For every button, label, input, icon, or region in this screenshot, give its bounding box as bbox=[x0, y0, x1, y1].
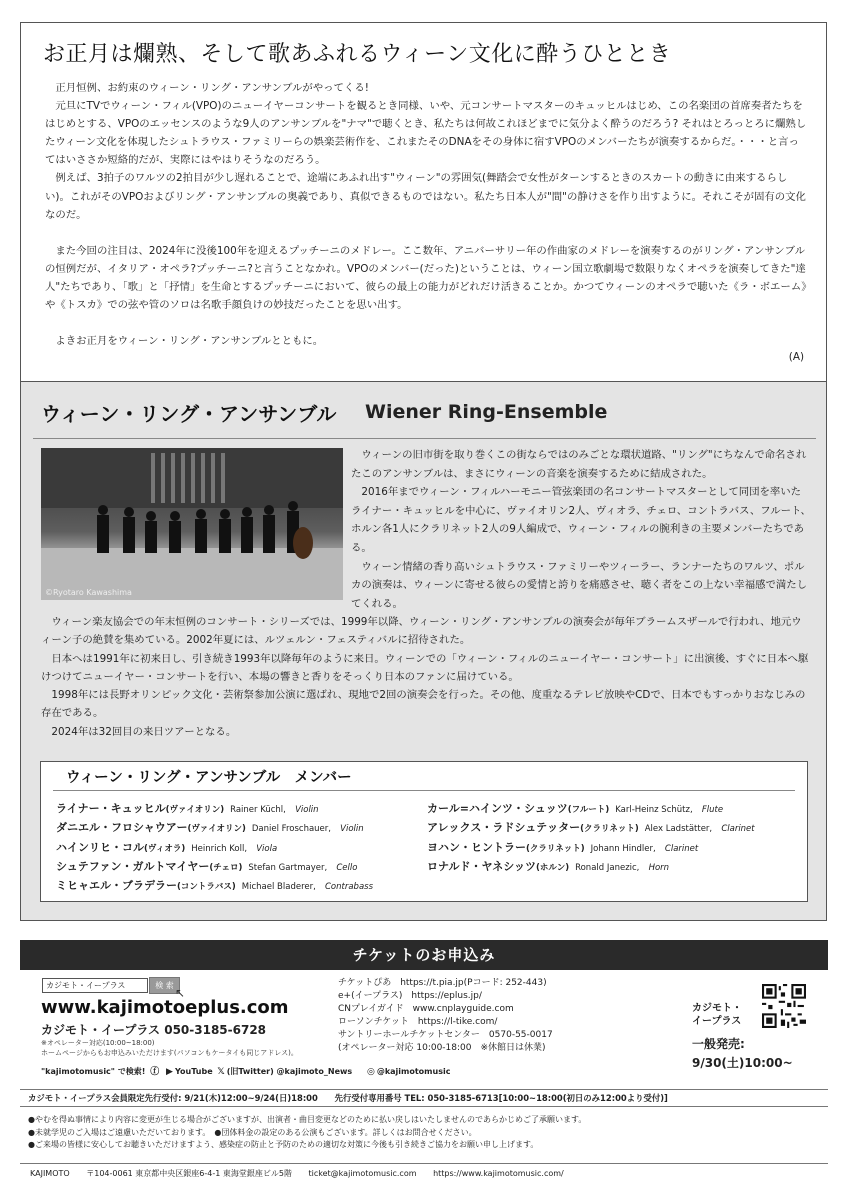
member-row bbox=[56, 858, 416, 877]
member-row bbox=[56, 877, 416, 896]
member-name-jp: シュテファン・ガルトマイヤー bbox=[56, 859, 210, 873]
member-name-en: Rainer Küchl, bbox=[230, 805, 286, 815]
general-sale-label: 一般発売: bbox=[692, 1037, 745, 1051]
cursor-icon: ↖ bbox=[175, 986, 186, 1000]
member-name-jp: カール=ハインツ・シュッツ bbox=[427, 802, 568, 815]
instagram-icon[interactable]: ◎ bbox=[366, 1067, 375, 1077]
intro-paragraph: また今回の注目は、2024年に没後100年を迎えるプッチーニのメドレー。ここ数年、アニバーサリー年の作曲家のメドレーを演奏するのがリング・アンサンブルの恒例だが、イタリア・オペラ?プッチーニ?と言うことなかれ。VPOのメンバー(だった)ということは、ウィーン国立歌劇場で数限りなくオペラを演奏してきた"達人"たちであり、「歌」と「抒情」を生命とするプッチーニにおいて、彼らの最上の能力がどれだけ活きることか。かつてウィーンのオペラで聴いた《ラ・ボエーム》や《トスカ》での弦や管のソロは名歌手顔負けの妙技だったことを思い出す。 bbox=[45, 244, 807, 312]
members-box bbox=[40, 761, 808, 902]
member-name-en: Daniel Froschauer, bbox=[251, 824, 331, 835]
member-role: Flute bbox=[701, 805, 724, 815]
member-instrument: (コントラバス) bbox=[177, 882, 236, 893]
ticket-note bbox=[41, 1038, 298, 1058]
member-name-jp: ダニエル・フロシャウアー bbox=[56, 821, 188, 835]
member-role: Clarinet bbox=[721, 824, 755, 835]
qr-label-line: イープラス bbox=[692, 1016, 742, 1027]
member-name-en: Karl-Heinz Schütz, bbox=[615, 805, 693, 815]
member-name-en: Michael Bladerer, bbox=[241, 882, 316, 893]
outlet-line: チケットぴあ https://t.pia.jp(Pコード: 252-443) bbox=[338, 978, 547, 988]
member-role: Violin bbox=[340, 824, 364, 835]
footer-address: 〒104-0061 東京都中央区銀座6-4-1 東海堂銀座ビル5階 bbox=[86, 1169, 292, 1178]
member-name-en: Heinrich Koll, bbox=[191, 843, 248, 854]
member-instrument: (ヴィオラ) bbox=[144, 843, 186, 854]
member-role: Clarinet bbox=[664, 843, 699, 854]
divider bbox=[53, 790, 795, 791]
youtube-label[interactable]: YouTube bbox=[174, 1067, 213, 1076]
member-name-jp: アレックス・ラドシュテッター bbox=[427, 821, 581, 835]
note-line: ●ご来場の皆様に安心してお聴きいただけますよう、感染症の防止と予防のための適切な対策に今後も引き続きご協力をお願い申し上げます。 bbox=[28, 1140, 539, 1149]
tickets-section bbox=[20, 970, 828, 1084]
member-row bbox=[56, 819, 416, 838]
member-row bbox=[427, 819, 797, 838]
note-line: ●やむを得ぬ事情により内容に変更が生じる場合がございますが、出演者・曲目変更などのために払い戻しはいたしませんのであらかじめご了承願います。 bbox=[28, 1115, 587, 1124]
outlet-line: ローソンチケット https://l-tike.com/ bbox=[338, 1017, 498, 1027]
ticket-website-link[interactable]: www.kajimotoeplus.com bbox=[41, 997, 289, 1018]
intro-signature: (A) bbox=[788, 351, 804, 363]
ensemble-text-right bbox=[351, 446, 811, 613]
member-instrument: (ホルン) bbox=[536, 862, 570, 873]
ticket-outlets bbox=[338, 977, 553, 1055]
divider bbox=[33, 438, 816, 439]
outlet-line: e+(イープラス) https://eplus.jp/ bbox=[338, 991, 482, 1001]
ensemble-paragraph: ウィーン楽友協会での年末恒例のコンサート・シリーズでは、1999年以降、ウィーン・リング・アンサンブルの演奏会が毎年ブラームスザールで行われ、地元ウィーン子の絶賛を集めている。2002年夏には、ルツェルン・フェスティバルに招待された。 bbox=[41, 616, 802, 647]
member-role: Contrabass bbox=[325, 882, 374, 893]
ensemble-paragraph: 2016年までウィーン・フィルハーモニー管弦楽団の名コンサートマスターとして同団を率いたライナー・キュッヒルを中心に、ヴァイオリン2人、ヴィオラ、チェロ、コントラバス、フルート、ホルン各1人にクラリネット2人の9人編成で、ウィーン・フィルの腕利きの主要メンバーたちである。 bbox=[351, 486, 811, 554]
member-name-en: Alex Ladstätter, bbox=[644, 824, 713, 835]
members-list-left bbox=[56, 800, 416, 896]
search-input[interactable]: カジモト・イープラス bbox=[42, 978, 148, 993]
intro-section bbox=[20, 22, 827, 382]
twitter-label[interactable]: (旧Twitter) @kajimoto_News bbox=[226, 1067, 353, 1076]
ensemble-section bbox=[20, 381, 827, 921]
facebook-icon[interactable]: ⓕ bbox=[150, 1067, 160, 1077]
instagram-label[interactable]: @kajimotomusic bbox=[376, 1067, 451, 1076]
ensemble-paragraph: ウィーンの旧市街を取り巻くこの街ならではのみごとな環状道路、"リング"にちなんで命名されたこのアンサンブルは、まさにウィーンの音楽を演奏するために結成された。 bbox=[351, 449, 807, 480]
member-row bbox=[427, 800, 797, 819]
tickets-header: チケットのお申込み bbox=[20, 940, 828, 970]
ensemble-paragraph: ウィーン情緒の香り高いシュトラウス・ファミリーやツィーラー、ランナーたちのワルツ、ポルカの演奏は、ウィーンに寄せる彼らの愛情と誇りを痛感させ、聴く者をこの上ない幸福感で満たしてくれる。 bbox=[351, 560, 808, 610]
qr-label bbox=[692, 1002, 742, 1028]
footer-email[interactable]: ticket@kajimotomusic.com bbox=[308, 1169, 417, 1178]
members-title: ウィーン・リング・アンサンブル メンバー bbox=[66, 770, 352, 786]
footer-website[interactable]: https://www.kajimotomusic.com/ bbox=[433, 1169, 564, 1178]
member-instrument: (クラリネット) bbox=[580, 824, 639, 835]
member-name-jp: ロナルド・ヤネシッツ bbox=[427, 859, 537, 873]
qr-code-icon[interactable] bbox=[762, 984, 806, 1028]
member-name-jp: ライナー・キュッヒル bbox=[56, 802, 166, 815]
footer bbox=[20, 1163, 828, 1179]
member-instrument: (クラリネット) bbox=[526, 843, 585, 854]
social-search-text: "kajimotomusic" で検索! bbox=[41, 1067, 146, 1076]
intro-paragraph: 例えば、3拍子のワルツの2拍目が少し遅れることで、途端にあふれ出す"ウィーン"の雰囲気(舞踏会で女性がターンするときのスカートの動きに由来するらしい)。これがそのVPOおよびリング・アンサンブルの奥義であり、真似できるものではない。私たち日本人が"間"の静けさを作り出すように。それこそが固有の文化なのだ。 bbox=[45, 172, 806, 221]
member-instrument: (フルート) bbox=[567, 805, 610, 815]
member-name-jp: ハインリヒ・コル bbox=[56, 840, 144, 854]
intro-paragraph: 元旦にTVでウィーン・フィル(VPO)のニューイヤーコンサートを観るとき同様、いや、元コンサートマスターのキュッヒルはじめ、この名楽団の首席奏者たちをはじめとする、VPOのエッセンスのような9人のアンサンブルを"ナマ"で聴くとき、私たちは何故これほどまでに気分よく酔うのだろう? それはとろっとろに爛熟したウィーン文化を体現したシュトラウス・ファミリーらの娯楽芸術作を、これまたそのDNAをその身体に宿すVPOのメンバーたちが演奏するからだ。・・・と言ってはいささか短絡的だが、実際にはやはりそうなのだろう。 bbox=[45, 100, 807, 167]
general-sale-date: 9/30(土)10:00~ bbox=[692, 1056, 793, 1070]
member-role: Cello bbox=[336, 862, 358, 873]
member-instrument: (ヴァイオリン) bbox=[165, 805, 225, 815]
ensemble-text-bottom bbox=[41, 613, 811, 741]
member-role: Horn bbox=[648, 862, 670, 873]
member-instrument: (ヴァイオリン) bbox=[187, 824, 246, 835]
member-name-jp: ミヒャエル・ブラデラー bbox=[56, 879, 177, 893]
ticket-phone: カジモト・イープラス 050-3185-6728 bbox=[41, 1023, 267, 1037]
outlet-line: (オペレーター対応 10:00-18:00 ※休館日は休業) bbox=[338, 1043, 546, 1053]
member-role: Violin bbox=[295, 805, 319, 815]
ensemble-title-jp: ウィーン・リング・アンサンブル bbox=[41, 402, 337, 426]
intro-paragraph: 正月恒例、お約束のウィーン・リング・アンサンブルがやってくる! bbox=[55, 82, 369, 94]
ensemble-paragraph: 日本へは1991年に初来日し、引き続き1993年以降毎年のように来日。ウィーンでの「ウィーン・フィルのニューイヤー・コンサート」に出演後、すぐに日本へ駆けつけてニューイヤー・コンサートを行い、本場の響きと香りをそっくり日本のファンに届けている。 bbox=[41, 652, 809, 683]
social-links bbox=[41, 1064, 450, 1077]
intro-headline: お正月は爛熟、そして歌あふれるウィーン文化に酔うひととき bbox=[43, 42, 672, 67]
outlet-line: サントリーホールチケットセンター 0570-55-0017 bbox=[338, 1030, 553, 1040]
member-name-jp: ヨハン・ヒントラー bbox=[427, 840, 526, 854]
member-name-en: Stefan Gartmayer, bbox=[248, 862, 328, 873]
x-icon[interactable]: 𝕏 bbox=[217, 1067, 225, 1077]
member-role: Viola bbox=[256, 843, 278, 854]
presale-info: カジモト・イープラス会員限定先行受付: 9/21(木)12:00~9/24(日)18:00 先行受付専用番号 TEL: 050-3185-6713[10:00~18:00(初日のみ12:00より受付)] bbox=[20, 1089, 828, 1107]
member-row bbox=[56, 800, 416, 819]
ensemble-paragraph: 2024年は32回目の来日ツアーとなる。 bbox=[51, 725, 237, 738]
member-row bbox=[56, 839, 416, 858]
member-name-en: Ronald Janezic, bbox=[575, 862, 640, 873]
youtube-icon[interactable]: ▶ bbox=[166, 1067, 173, 1077]
member-name-en: Johann Hindler, bbox=[590, 843, 656, 854]
photo-credit: ©Ryotaro Kawashima bbox=[45, 588, 132, 597]
notes bbox=[28, 1114, 818, 1152]
qr-label-line: カジモト・ bbox=[692, 1003, 742, 1014]
member-row bbox=[427, 858, 797, 877]
intro-paragraph: よきお正月をウィーン・リング・アンサンブルとともに。 bbox=[55, 335, 324, 348]
members-list-right bbox=[427, 800, 797, 877]
search-button[interactable]: 検 索 bbox=[149, 977, 180, 994]
member-instrument: (チェロ) bbox=[209, 862, 243, 873]
footer-company: KAJIMOTO bbox=[30, 1169, 70, 1178]
intro-body bbox=[45, 79, 807, 350]
outlet-line: CNプレイガイド www.cnplayguide.com bbox=[338, 1004, 514, 1014]
ensemble-title-en: Wiener Ring-Ensemble bbox=[365, 401, 608, 423]
ensemble-photo bbox=[41, 448, 343, 600]
member-row bbox=[427, 839, 797, 858]
ticket-note-line: ホームページからもお申込みいただけます(パソコンもケータイも同じアドレス)。 bbox=[41, 1049, 298, 1057]
ticket-note-line: ※オペレーター対応(10:00~18:00) bbox=[41, 1039, 155, 1047]
ensemble-paragraph: 1998年には長野オリンピック文化・芸術祭参加公演に選ばれ、現地で2回の演奏会を行った。その他、度重なるテレビ放映やCDで、日本でもすっかりおなじみの存在である。 bbox=[41, 689, 806, 720]
note-line: ●未就学児のご入場はご遠慮いただいております。 ●団体料金の設定のある公演もございます。詳しくはお問合せください。 bbox=[28, 1127, 477, 1137]
